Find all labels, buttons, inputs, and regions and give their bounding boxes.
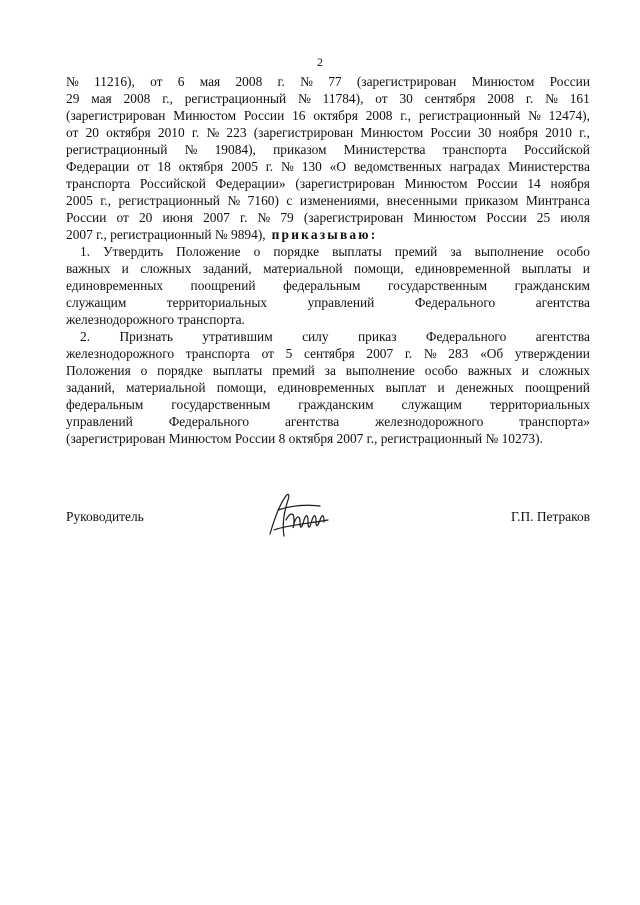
order-body-text bbox=[66, 73, 590, 447]
text-line: единовременных поощрений федеральным государственным гражданским bbox=[66, 278, 590, 293]
text-line: 1. Утвердить Положение о порядке выплаты премий за выполнение особо bbox=[80, 244, 590, 259]
text-line: заданий, материальной помощи, единовременных выплат и денежных поощрений bbox=[66, 380, 590, 395]
text-line: Федерации от 18 октября 2005 г. № 130 «О ведомственных наградах Министерства bbox=[66, 159, 590, 174]
signer-title: Руководитель bbox=[66, 509, 144, 524]
text-line: железнодорожного транспорта от 5 сентября 2007 г. № 283 «Об утверждении bbox=[66, 346, 590, 361]
text-line: 2007 г., регистрационный № 9894), приказываю: bbox=[66, 227, 378, 242]
text-line: 2005 г., регистрационный № 7160) с изменениями, внесенными приказом Минтранса bbox=[66, 193, 590, 208]
text-line: от 20 октября 2010 г. № 223 (зарегистрирован Минюстом России 30 ноября 2010 г., bbox=[66, 125, 590, 140]
text-line: 2. Признать утратившим силу приказ Федерального агентства bbox=[80, 329, 590, 344]
text-line: № 11216), от 6 мая 2008 г. № 77 (зарегистрирован Минюстом России bbox=[66, 74, 590, 89]
text-line: транспорта Российской Федерации» (зарегистрирован Минюстом России 14 ноября bbox=[66, 176, 590, 191]
text-line: федеральным государственным гражданским служащим территориальных bbox=[66, 397, 590, 412]
signature-block bbox=[66, 508, 590, 528]
signer-name: Г.П. Петраков bbox=[510, 509, 590, 524]
order-keyword: приказываю: bbox=[271, 227, 378, 242]
text-line: управлений Федерального агентства железнодорожного транспорта» bbox=[66, 414, 590, 429]
text-line: важных и сложных заданий, материальной помощи, единовременной выплаты и bbox=[66, 261, 590, 276]
text-line: Положения о порядке выплаты премий за выполнение особо важных и сложных bbox=[66, 363, 590, 378]
text-line: 29 мая 2008 г., регистрационный № 11784), от 30 сентября 2008 г. № 161 bbox=[66, 91, 590, 106]
text-line: (зарегистрирован Минюстом России 8 октября 2007 г., регистрационный № 10273). bbox=[66, 431, 543, 446]
text-line: (зарегистрирован Минюстом России 16 октября 2008 г., регистрационный № 12474), bbox=[66, 108, 590, 123]
text-line: железнодорожного транспорта. bbox=[66, 312, 245, 327]
handwritten-signature bbox=[264, 490, 334, 546]
text-line: регистрационный № 19084), приказом Министерства транспорта Российской bbox=[66, 142, 590, 157]
text-line: России от 20 июня 2007 г. № 79 (зарегистрирован Минюстом России 25 июля bbox=[66, 210, 590, 225]
page-number: 2 bbox=[317, 55, 323, 69]
text-line: служащим территориальных управлений Федерального агентства bbox=[66, 295, 590, 310]
